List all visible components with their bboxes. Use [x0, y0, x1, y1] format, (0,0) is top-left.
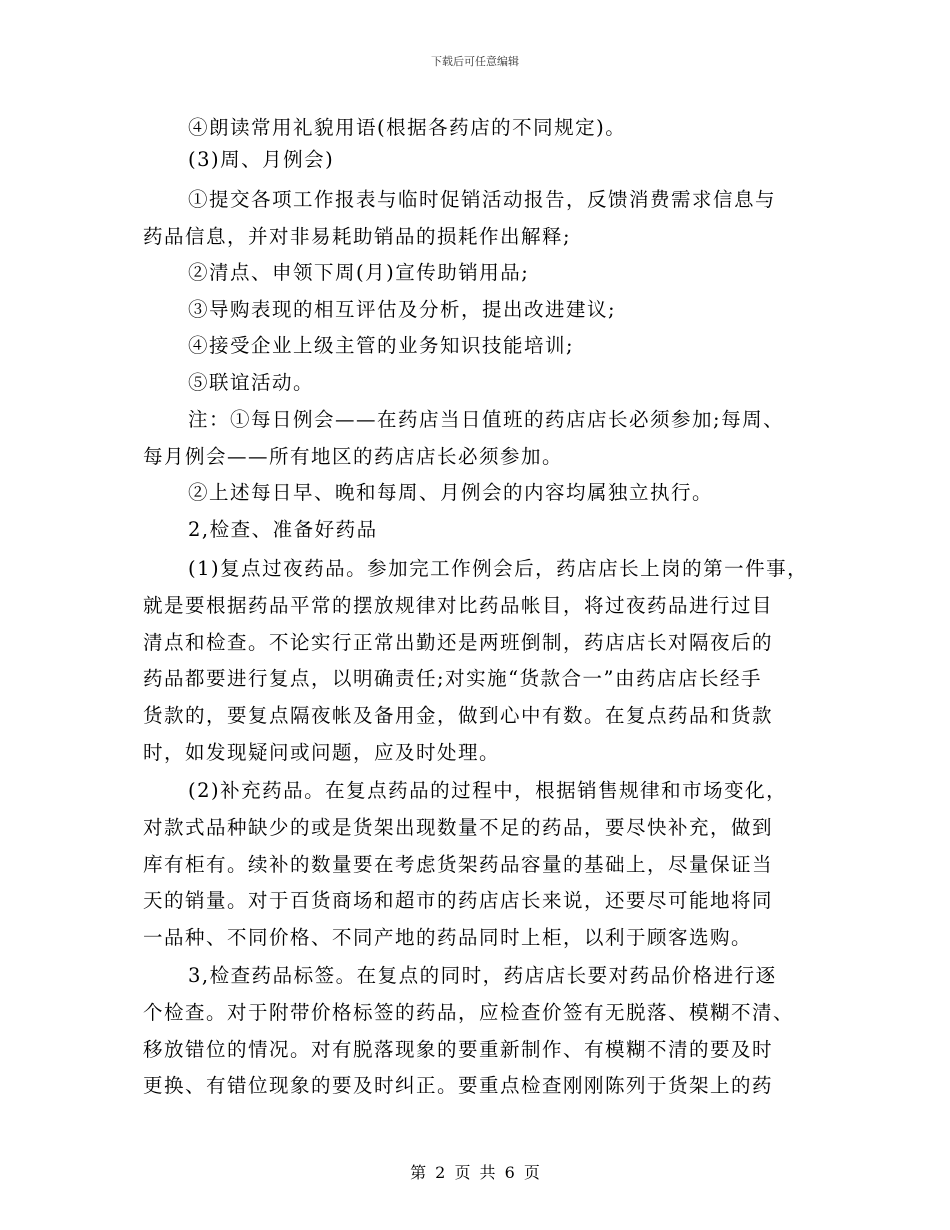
- text-line: ②清点、申领下周(月)宣传助销用品;: [188, 261, 530, 284]
- text-line: 更换、有错位现象的要及时纠正。要重点检查刚刚陈列于货架上的药: [143, 1074, 774, 1097]
- text-line: 时，如发现疑问或问题，应及时处理。: [143, 741, 501, 764]
- text-line: (2)补充药品。在复点药品的过程中，根据销售规律和市场变化，: [188, 779, 788, 802]
- text-line: ②上述每日早、晚和每周、月例会的内容均属独立执行。: [188, 481, 714, 504]
- text-line: ④接受企业上级主管的业务知识技能培训;: [188, 334, 575, 357]
- text-line: 天的销量。对于百货商场和超市的药店店长来说，还要尽可能地将同: [143, 889, 774, 912]
- text-line: ①提交各项工作报表与临时促销活动报告，反馈消费需求信息与: [188, 188, 777, 211]
- text-line: (1)复点过夜药品。参加完工作例会后，药店店长上岗的第一件事，: [188, 557, 809, 580]
- text-line: 移放错位的情况。对有脱落现象的要重新制作、有模糊不清的要及时: [143, 1038, 774, 1061]
- text-line: 个检查。对于附带价格标签的药品，应检查价签有无脱落、模糊不清、: [143, 1001, 795, 1024]
- page-footer: 第 2 页 共 6 页: [410, 1163, 540, 1182]
- text-line: 库有柜有。续补的数量要在考虑货架药品容量的基础上，尽量保证当: [143, 853, 774, 876]
- text-line: ⑤联谊活动。: [188, 371, 315, 394]
- text-line: 药品都要进行复点，以明确责任;对实施“货款合一”由药店店长经手: [143, 667, 763, 690]
- text-line: 对款式品种缺少的或是货架出现数量不足的药品，要尽快补充，做到: [143, 816, 774, 839]
- text-line: 一品种、不同价格、不同产地的药品同时上柜，以利于顾客选购。: [143, 926, 753, 949]
- text-line: 药品信息，并对非易耗助销品的损耗作出解释;: [143, 225, 572, 248]
- text-line: 每月例会——所有地区的药店店长必须参加。: [143, 445, 564, 468]
- text-line: 货款的，要复点隔夜帐及备用金，做到心中有数。在复点药品和货款: [143, 704, 774, 727]
- text-line: 就是要根据药品平常的摆放规律对比药品帐目，将过夜药品进行过目: [143, 594, 774, 617]
- text-line: 2,检查、准备好药品: [188, 518, 378, 541]
- text-line: 清点和检查。不论实行正常出勤还是两班倒制，药店店长对隔夜后的: [143, 631, 774, 654]
- text-line: 注：①每日例会——在药店当日值班的药店店长必须参加;每周、: [188, 408, 785, 431]
- text-line: (3)周、月例会): [188, 148, 335, 171]
- page-header: 下载后可任意编辑: [431, 55, 519, 68]
- text-line: 3,检查药品标签。在复点的同时，药店店长要对药品价格进行逐: [188, 964, 777, 987]
- text-line: ③导购表现的相互评估及分析，提出改进建议;: [188, 298, 617, 321]
- text-line: ④朗读常用礼貌用语(根据各药店的不同规定)。: [188, 116, 627, 139]
